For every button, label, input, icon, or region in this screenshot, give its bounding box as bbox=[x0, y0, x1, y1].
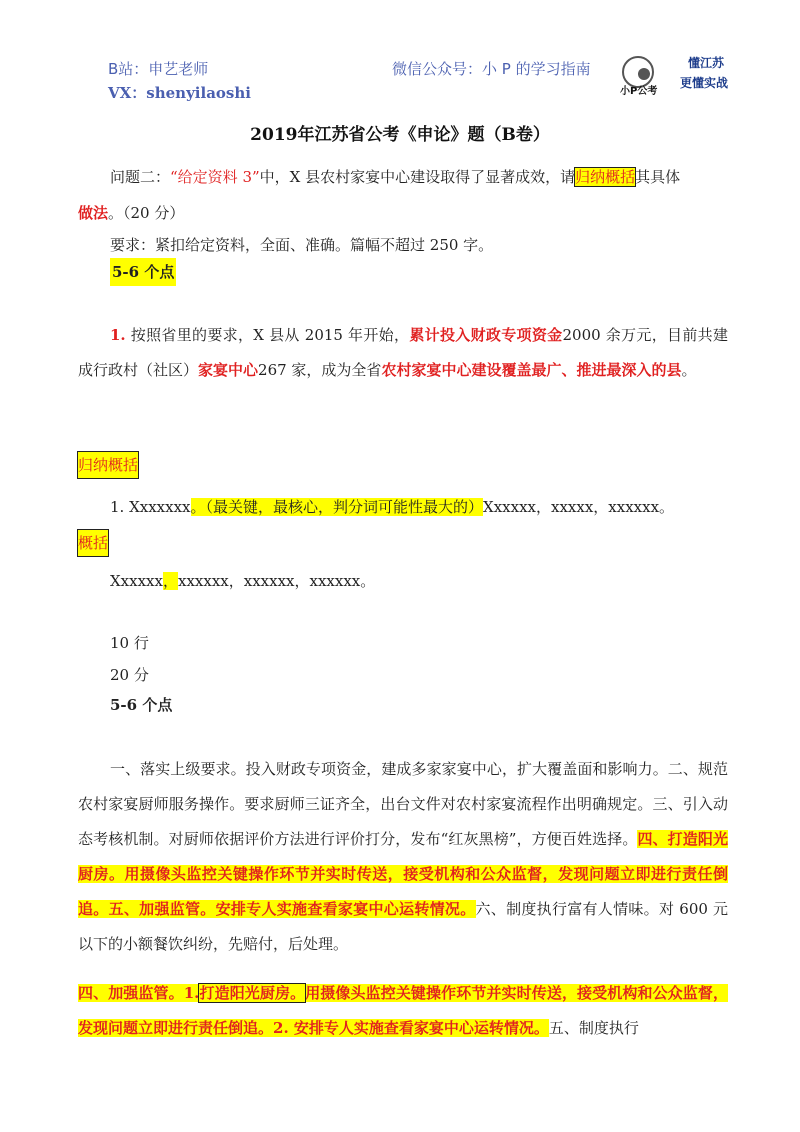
question-bold: 做法 bbox=[78, 204, 109, 222]
gaikuo-line bbox=[110, 564, 375, 599]
example-t4: 。 bbox=[681, 361, 697, 379]
guina-end: Xxxxxx，xxxxx，xxxxxx。 bbox=[483, 498, 675, 516]
question-prefix: 问题二： bbox=[110, 168, 171, 186]
example-r2: 家宴中心 bbox=[198, 361, 259, 379]
answer-part1: 一、落实上级要求。投入财政专项资金，建成多家家宴中心，扩大覆盖面和影响力。二、规范农村家宴厨师服务操作。要求厨师三证齐全，出台文件对农村家宴流程作出明确规定。三、引入动态考核机制。对厨师依据评价方法进行评价打分，发布“红灰黑榜”，方便百姓选择。 bbox=[78, 760, 728, 848]
meta-score: 20 分 bbox=[110, 666, 149, 684]
question-requirement: 要求：紧扣给定资料，全面、准确。篇幅不超过 250 字。 bbox=[110, 236, 494, 254]
question-line1 bbox=[110, 160, 730, 195]
logo-line2: 更懂实战 bbox=[680, 76, 729, 90]
guina-line bbox=[110, 490, 674, 525]
example-t1: 按照省里的要求，X 县从 2015 年开始， bbox=[130, 326, 410, 344]
question-suffix: 其具体 bbox=[635, 168, 681, 186]
revised-h2: 用摄像头监控关键操作环节并实时传送，接受机构和公众监督，发现问题立即进行责任倒追。2. 安排专人实施查看家宴中心运转情况。 bbox=[78, 984, 728, 1037]
question-material: “给定资料 3” bbox=[170, 168, 260, 186]
question-middle: 中，X 县农村家宴中心建设取得了显著成效，请 bbox=[259, 168, 576, 186]
question-keyword: 归纳概括 bbox=[575, 168, 636, 186]
guina-highlight: 。（最关键，最核心，判分词可能性最大的） bbox=[190, 498, 484, 516]
meta-lines: 10 行 bbox=[110, 634, 149, 652]
gaikuo-start: Xxxxxx bbox=[110, 572, 163, 590]
logo-line1: 懂江苏 bbox=[688, 56, 725, 70]
answer-highlight: 四、打造阳光厨房。用摄像头监控关键操作环节并实时传送，接受机构和公众监督，发现问题立即进行责任倒追。五、加强监管。安排专人实施查看家宴中心运转情况。 bbox=[78, 830, 728, 918]
answer-paragraph bbox=[78, 752, 728, 962]
example-t2: 2000 余万元，目前共建成行政村（社区） bbox=[78, 326, 728, 379]
guina-start: 1. Xxxxxxx bbox=[110, 498, 191, 516]
revised-boxed: 打造阳光厨房。 bbox=[199, 984, 306, 1002]
page-title: 2019年江苏省公考《申论》题（B卷） bbox=[250, 125, 550, 145]
question-points: 5-6 个点 bbox=[110, 258, 176, 286]
example-paragraph bbox=[78, 318, 728, 388]
guina-label: 归纳概括 bbox=[78, 452, 138, 478]
brand-logo bbox=[616, 52, 738, 98]
question-score: 。（20 分） bbox=[108, 204, 185, 222]
example-num: 1. bbox=[110, 326, 126, 344]
wechat-label: 微信公众号：小 P 的学习指南 bbox=[392, 60, 591, 78]
answer-part2: 六、制度执行富有人情味。对 600 元以下的小额餐饮纠纷，先赔付，后处理。 bbox=[78, 900, 728, 953]
revised-tail: 五、制度执行 bbox=[548, 1019, 639, 1037]
example-r3: 农村家宴中心建设覆盖最广、推进最深入的县 bbox=[381, 361, 682, 379]
question-line2 bbox=[78, 196, 184, 231]
gaikuo-label: 概括 bbox=[78, 530, 108, 556]
revised-h1: 四、加强监管。1. bbox=[78, 984, 200, 1002]
example-r1: 累计投入财政专项资金 bbox=[409, 326, 563, 344]
meta-points: 5-6 个点 bbox=[110, 696, 173, 714]
example-t3: 267 家，成为全省 bbox=[258, 361, 382, 379]
gaikuo-highlight: ， bbox=[162, 572, 178, 590]
gaikuo-end: xxxxxx，xxxxxx，xxxxxx。 bbox=[178, 572, 376, 590]
revised-paragraph bbox=[78, 976, 728, 1046]
vx-label: VX：shenyilaoshi bbox=[108, 84, 251, 102]
logo-brand: 小P公考 bbox=[620, 86, 658, 97]
bilibili-label: B站：申艺老师 bbox=[108, 60, 209, 78]
